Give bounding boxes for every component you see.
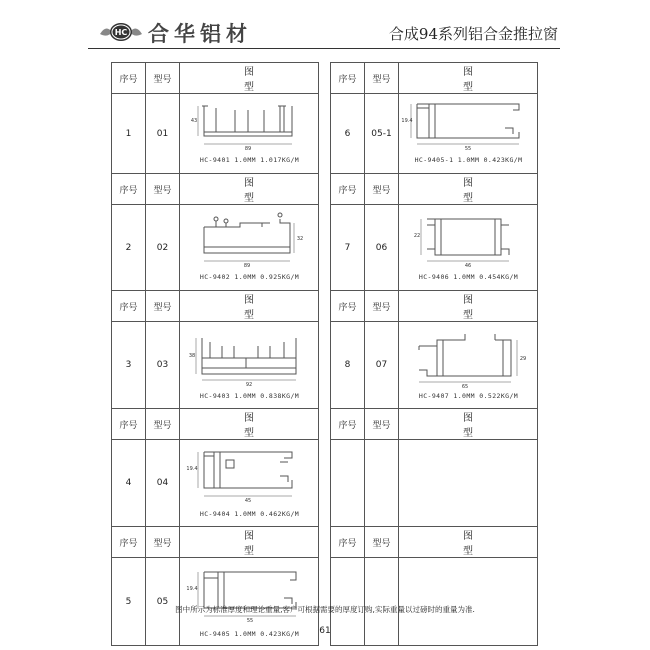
row-seq: 6 — [331, 94, 365, 174]
profile-figure — [180, 440, 319, 527]
row-model: 01 — [146, 94, 180, 174]
header-figure: 图型 — [399, 174, 538, 205]
row-model: 06 — [365, 205, 399, 291]
table-header-row — [112, 527, 319, 558]
header-model: 型号 — [146, 63, 180, 94]
svg-text:29: 29 — [519, 356, 527, 362]
profile-drawing — [180, 322, 319, 390]
header-model: 型号 — [146, 527, 180, 558]
row-model: 03 — [146, 322, 180, 409]
header-seq: 序号 — [112, 63, 146, 94]
svg-text:19.4: 19.4 — [186, 466, 198, 472]
profile-figure — [180, 205, 319, 291]
row-seq: 8 — [331, 322, 365, 409]
svg-text:43: 43 — [190, 118, 198, 124]
header-seq: 序号 — [112, 409, 146, 440]
svg-text:89: 89 — [243, 263, 251, 269]
table-row — [112, 205, 319, 291]
row-seq: 5 — [112, 558, 146, 646]
document-title: 合成94系列铝合金推拉窗 — [388, 25, 558, 43]
table-header-row — [112, 291, 319, 322]
header-seq: 序号 — [331, 409, 365, 440]
table-header-row — [331, 291, 538, 322]
page-number: 61 — [319, 626, 331, 636]
row-model: 04 — [146, 440, 180, 527]
header-seq: 序号 — [331, 527, 365, 558]
header-model: 型号 — [146, 174, 180, 205]
row-model — [365, 440, 399, 527]
header-model: 型号 — [365, 174, 399, 205]
header-figure: 图型 — [399, 409, 538, 440]
page-header — [88, 14, 560, 49]
profile-caption: HC-9403 1.0MM 0.838KG/M — [199, 392, 300, 400]
profile-caption: HC-9401 1.0MM 1.017KG/M — [199, 156, 300, 164]
header-figure: 图型 — [180, 63, 319, 94]
company-logo-icon — [98, 20, 144, 44]
profile-table-left — [111, 62, 319, 646]
row-seq: 3 — [112, 322, 146, 409]
footer-note: 图中所示为标准厚度和理论重量,客户可根据需要的厚度订购,实际重量以过磅时的重量为准. — [175, 605, 475, 614]
profile-caption: HC-9406 1.0MM 0.454KG/M — [418, 273, 519, 281]
svg-text:22: 22 — [413, 233, 421, 239]
header-figure: 图型 — [399, 63, 538, 94]
profile-figure — [399, 94, 538, 174]
header-figure: 图型 — [180, 291, 319, 322]
table-header-row — [112, 63, 319, 94]
table-row — [112, 440, 319, 527]
svg-text:46: 46 — [464, 263, 472, 269]
profile-caption: HC-9405-1 1.0MM 0.423KG/M — [414, 156, 523, 164]
svg-text:89: 89 — [244, 146, 252, 152]
table-row — [112, 94, 319, 174]
header-model: 型号 — [365, 409, 399, 440]
header-seq: 序号 — [331, 174, 365, 205]
profile-figure — [399, 322, 538, 409]
svg-text:55: 55 — [246, 618, 254, 624]
row-model: 02 — [146, 205, 180, 291]
brand-name: 合华铝材 — [148, 22, 252, 46]
row-model: 05 — [146, 558, 180, 646]
header-seq: 序号 — [331, 291, 365, 322]
profile-table-right — [330, 62, 538, 646]
header-model: 型号 — [365, 63, 399, 94]
table-row — [331, 440, 538, 527]
header-figure: 图型 — [399, 527, 538, 558]
profile-caption: HC-9404 1.0MM 0.462KG/M — [199, 510, 300, 518]
header-figure: 图型 — [399, 291, 538, 322]
row-seq: 1 — [112, 94, 146, 174]
svg-text:55: 55 — [464, 146, 472, 152]
svg-text:38: 38 — [188, 353, 196, 359]
row-seq: 4 — [112, 440, 146, 527]
row-model: 07 — [365, 322, 399, 409]
header-figure: 图型 — [180, 527, 319, 558]
table-row — [331, 322, 538, 409]
profile-drawing — [399, 322, 538, 390]
table-header-row — [112, 409, 319, 440]
profile-caption: HC-9402 1.0MM 0.925KG/M — [199, 273, 300, 281]
header-model: 型号 — [365, 527, 399, 558]
header-figure: 图型 — [180, 174, 319, 205]
table-row — [112, 322, 319, 409]
profile-figure — [180, 322, 319, 409]
header-figure: 图型 — [180, 409, 319, 440]
svg-text:65: 65 — [461, 384, 469, 390]
profile-figure — [399, 440, 538, 527]
svg-text:19.4: 19.4 — [401, 118, 413, 124]
row-model: 05-1 — [365, 94, 399, 174]
profile-drawing — [180, 205, 319, 271]
profile-drawing — [399, 94, 538, 154]
profile-drawing — [399, 205, 538, 271]
profile-drawing — [180, 440, 319, 508]
header-seq: 序号 — [112, 527, 146, 558]
table-header-row — [331, 174, 538, 205]
header-model: 型号 — [365, 291, 399, 322]
header-model: 型号 — [146, 409, 180, 440]
profile-drawing — [180, 94, 319, 154]
svg-text:HC: HC — [114, 28, 128, 37]
header-seq: 序号 — [112, 174, 146, 205]
row-seq — [331, 440, 365, 527]
row-seq: 2 — [112, 205, 146, 291]
svg-text:45: 45 — [244, 498, 252, 504]
svg-text:32: 32 — [296, 236, 304, 242]
profile-caption: HC-9405 1.0MM 0.423KG/M — [199, 630, 300, 638]
header-seq: 序号 — [331, 63, 365, 94]
profile-drawing — [180, 558, 319, 626]
table-header-row — [331, 409, 538, 440]
row-seq: 7 — [331, 205, 365, 291]
profile-figure — [180, 94, 319, 174]
header-seq: 序号 — [112, 291, 146, 322]
table-header-row — [331, 527, 538, 558]
svg-text:19.4: 19.4 — [186, 586, 198, 592]
profile-caption: HC-9407 1.0MM 0.522KG/M — [418, 392, 519, 400]
svg-text:92: 92 — [245, 382, 253, 388]
header-model: 型号 — [146, 291, 180, 322]
profile-figure — [399, 205, 538, 291]
table-header-row — [331, 63, 538, 94]
table-header-row — [112, 174, 319, 205]
table-row — [331, 94, 538, 174]
table-row — [331, 205, 538, 291]
